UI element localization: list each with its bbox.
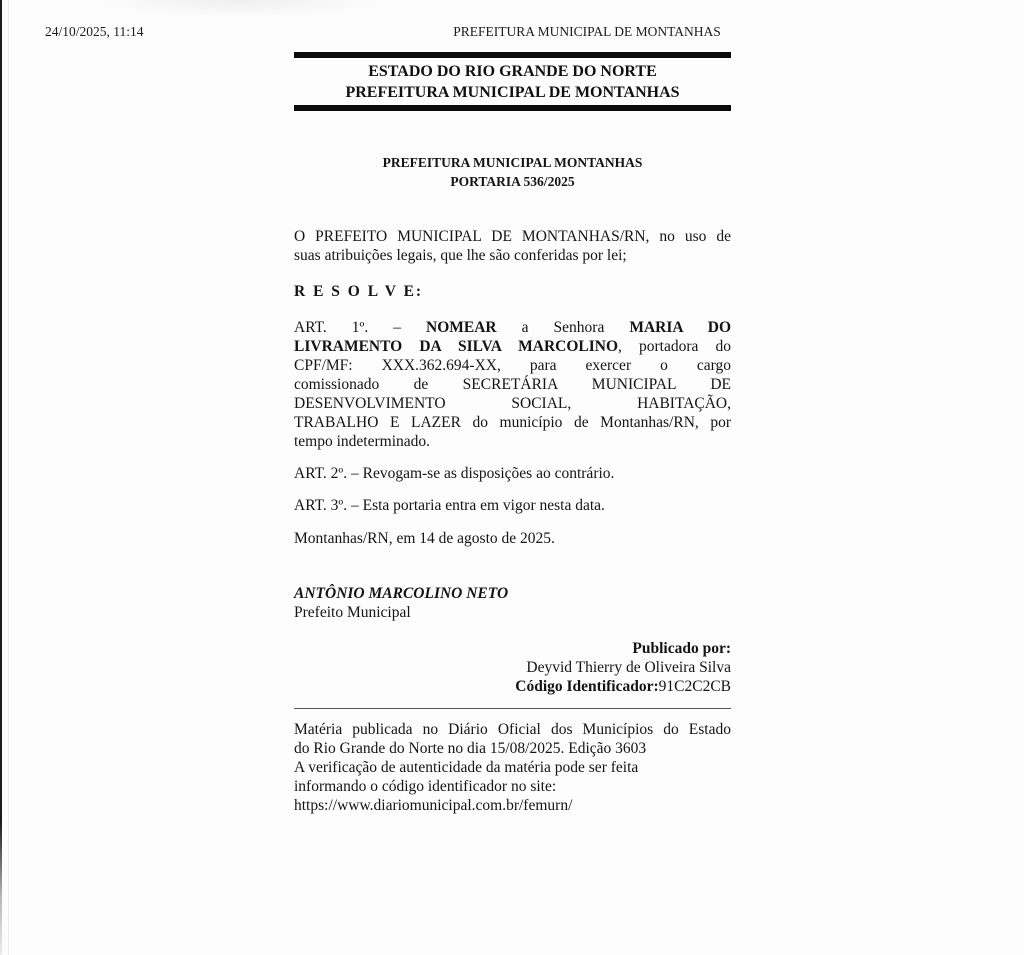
article-1-paragraph bbox=[294, 318, 731, 451]
document-title-portaria-number: PORTARIA 536/2025 bbox=[450, 174, 575, 189]
document-body bbox=[294, 52, 731, 815]
published-by-label: Publicado por: bbox=[632, 640, 731, 657]
identifier-code-label: Código Identificador: bbox=[515, 678, 659, 695]
article-2-paragraph: ART. 2º. – Revogam-se as disposições ao contrário. bbox=[294, 465, 615, 482]
text-line: A verificação de autenticidade da matéria pode ser feita bbox=[294, 759, 639, 776]
text-line: O PREFEITO MUNICIPAL DE MONTANHAS/RN, no uso de bbox=[294, 228, 731, 245]
text-line: DESENVOLVIMENTO SOCIAL, HABITAÇÃO, bbox=[294, 395, 731, 412]
signature-block bbox=[294, 584, 731, 622]
identifier-code-line bbox=[294, 677, 731, 696]
masthead-municipality-line: PREFEITURA MUNICIPAL DE MONTANHAS bbox=[345, 84, 680, 101]
footer-block bbox=[294, 720, 731, 815]
dateline: Montanhas/RN, em 14 de agosto de 2025. bbox=[294, 530, 555, 547]
identifier-code-value: 91C2C2CB bbox=[658, 678, 731, 695]
footer-url[interactable]: https://www.diariomunicipal.com.br/femurn/ bbox=[294, 797, 573, 814]
publication-block bbox=[294, 639, 731, 696]
text-line: ART. 1º. – NOMEAR a Senhora MARIA DO bbox=[294, 319, 731, 336]
document-title-entity: PREFEITURA MUNICIPAL MONTANHAS bbox=[382, 155, 643, 170]
text-line: CPF/MF: XXX.362.694-XX, para exercer o cargo bbox=[294, 357, 731, 374]
resolve-heading: R E S O L V E: bbox=[294, 283, 424, 300]
footer-verification-note bbox=[294, 758, 731, 796]
print-site-title: PREFEITURA MUNICIPAL DE MONTANHAS bbox=[453, 24, 721, 39]
print-header bbox=[0, 24, 1024, 42]
text-line: Matéria publicada no Diário Oficial dos Municípios do Estado bbox=[294, 721, 731, 738]
page-edge-line-gray bbox=[8, 0, 9, 955]
separator-rule bbox=[294, 708, 731, 709]
text-line: comissionado de SECRETÁRIA MUNICIPAL DE bbox=[294, 376, 731, 393]
signature-role: Prefeito Municipal bbox=[294, 604, 411, 621]
masthead bbox=[294, 52, 731, 111]
signature-name: ANTÔNIO MARCOLINO NETO bbox=[294, 585, 509, 602]
text-line: informando o código identificador no site: bbox=[294, 778, 557, 795]
footer-publication-note bbox=[294, 720, 731, 758]
text-line: suas atribuições legais, que lhe são conferidas por lei; bbox=[294, 247, 627, 264]
print-datetime: 24/10/2025, 11:14 bbox=[45, 24, 144, 39]
published-by-name: Deyvid Thierry de Oliveira Silva bbox=[526, 659, 731, 676]
text-line: LIVRAMENTO DA SILVA MARCOLINO, portadora do bbox=[294, 338, 732, 355]
masthead-state-line: ESTADO DO RIO GRANDE DO NORTE bbox=[368, 63, 657, 80]
article-3-paragraph: ART. 3º. – Esta portaria entra em vigor nesta data. bbox=[294, 497, 605, 514]
document-title bbox=[294, 153, 731, 191]
page-edge-line-black bbox=[0, 0, 2, 955]
text-line: TRABALHO E LAZER do município de Montanhas/RN, por bbox=[294, 414, 731, 431]
preamble-paragraph bbox=[294, 227, 731, 265]
scan-smudge bbox=[40, 0, 440, 24]
text-line: do Rio Grande do Norte no dia 15/08/2025. Edição 3603 bbox=[294, 740, 647, 757]
text-line: tempo indeterminado. bbox=[294, 433, 431, 450]
